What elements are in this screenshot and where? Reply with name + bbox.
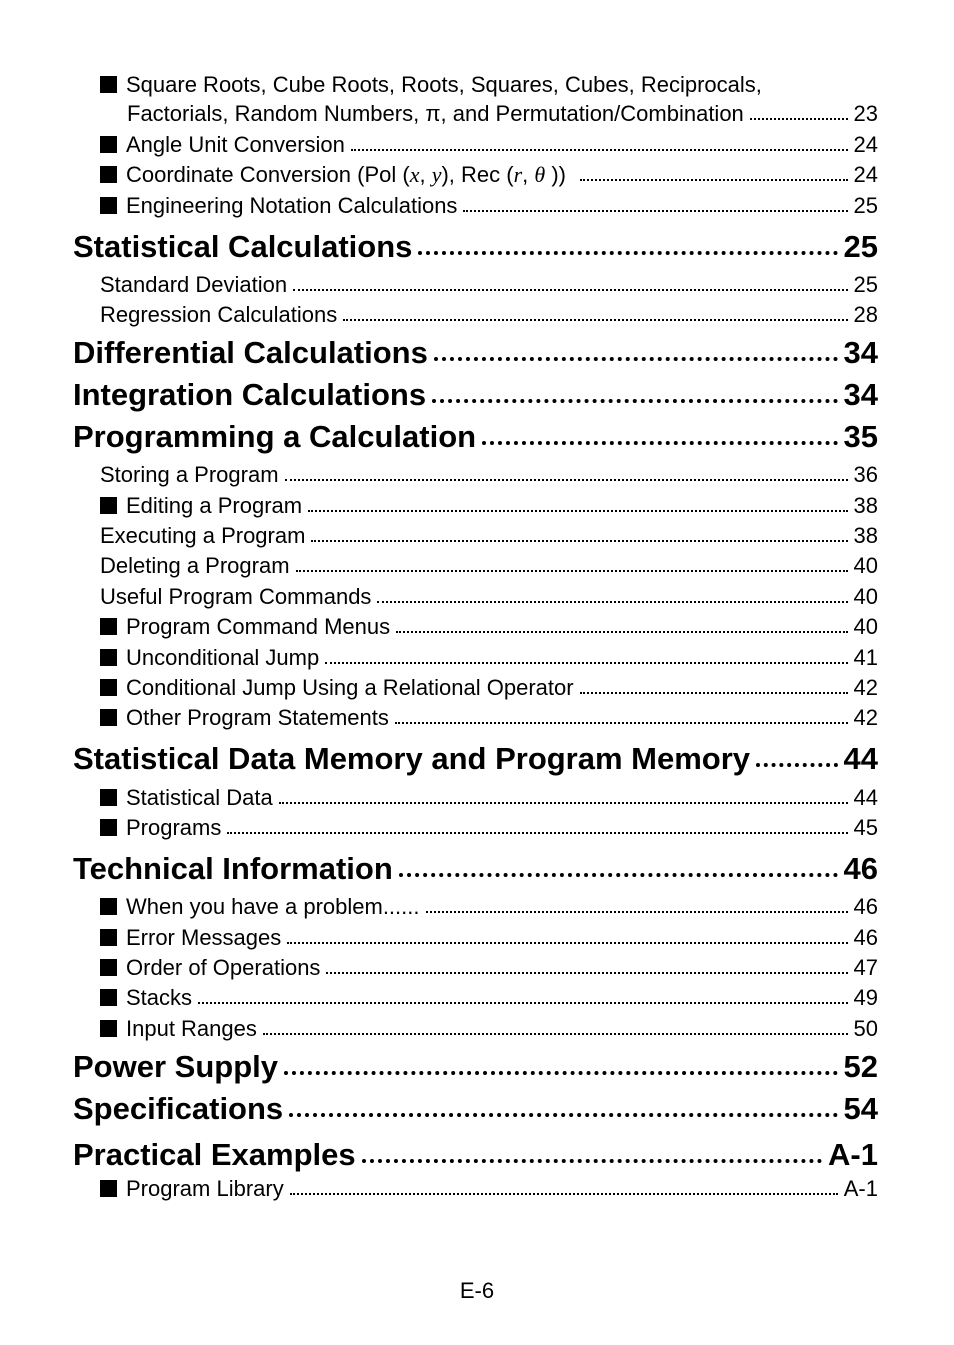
toc-page-number: 44 bbox=[853, 785, 878, 810]
dot-leader bbox=[285, 479, 848, 481]
toc-section-label: Integration Calculations bbox=[73, 377, 427, 412]
toc-section-heading[interactable] bbox=[73, 1091, 878, 1127]
toc-page-number: 23 bbox=[853, 101, 878, 126]
square-bullet-icon bbox=[100, 76, 117, 93]
toc-page-number: 34 bbox=[843, 335, 878, 370]
toc-entry[interactable] bbox=[100, 462, 878, 488]
toc-entry[interactable] bbox=[100, 132, 878, 158]
toc-page-number: 49 bbox=[853, 985, 878, 1010]
dot-leader bbox=[308, 510, 847, 512]
dot-leader bbox=[580, 179, 848, 181]
toc-page-number: 35 bbox=[843, 419, 878, 454]
dot-leader bbox=[426, 911, 848, 913]
toc-entry[interactable] bbox=[100, 955, 878, 981]
toc-entry-label: Engineering Notation Calculations bbox=[126, 193, 458, 218]
toc-section-label: Technical Information bbox=[73, 851, 393, 886]
toc-entry[interactable] bbox=[100, 1176, 878, 1202]
dot-leader bbox=[750, 118, 848, 120]
dot-leader bbox=[580, 692, 848, 694]
toc-entry[interactable] bbox=[100, 193, 878, 219]
toc-entry-label: Deleting a Program bbox=[100, 553, 290, 578]
dot-leader bbox=[377, 601, 847, 603]
toc-entry-label: Stacks bbox=[126, 985, 193, 1010]
toc-entry[interactable] bbox=[100, 523, 878, 549]
toc-entry-label: Factorials, Random Numbers, π, and Permutation/Combination bbox=[127, 101, 744, 126]
square-bullet-icon bbox=[100, 136, 117, 153]
toc-page-number: 36 bbox=[853, 462, 878, 487]
toc-entry-label: Angle Unit Conversion bbox=[126, 132, 345, 157]
toc-entry[interactable] bbox=[100, 72, 762, 98]
toc-page-number: 42 bbox=[853, 705, 878, 730]
toc-entry[interactable] bbox=[100, 1016, 878, 1042]
dot-leader bbox=[311, 540, 847, 542]
toc-page-number: 46 bbox=[843, 851, 878, 886]
toc-page-number: 25 bbox=[853, 272, 878, 297]
toc-entry-label: Coordinate Conversion (Pol (x, y), Rec (r, θ )) bbox=[126, 162, 566, 187]
toc-section-heading[interactable] bbox=[73, 377, 878, 413]
toc-entry-label: Programs bbox=[126, 815, 222, 840]
toc-entry-label: Statistical Data bbox=[126, 785, 273, 810]
toc-page-number: 54 bbox=[843, 1091, 878, 1126]
square-bullet-icon bbox=[100, 649, 117, 666]
toc-section-label: Statistical Data Memory and Program Memory bbox=[73, 741, 751, 776]
toc-entry[interactable] bbox=[100, 162, 878, 188]
square-bullet-icon bbox=[100, 166, 117, 183]
toc-section-heading[interactable] bbox=[73, 335, 878, 371]
toc-entry[interactable] bbox=[100, 705, 878, 731]
toc-entry[interactable] bbox=[100, 785, 878, 811]
toc-entry[interactable] bbox=[100, 553, 878, 579]
toc-page-number: 52 bbox=[843, 1049, 878, 1084]
dot-leader bbox=[227, 832, 847, 834]
toc-page-number: 38 bbox=[853, 493, 878, 518]
dot-leader bbox=[198, 1002, 847, 1004]
toc-entry-label: Standard Deviation bbox=[100, 272, 288, 297]
toc-entry-label: Other Program Statements bbox=[126, 705, 389, 730]
dot-leader bbox=[343, 319, 847, 321]
toc-section-heading[interactable] bbox=[73, 229, 878, 265]
dot-leader bbox=[432, 399, 837, 403]
dot-leader bbox=[482, 441, 837, 445]
footer-page-number: E-6 bbox=[459, 1278, 495, 1303]
square-bullet-icon bbox=[100, 497, 117, 514]
toc-page-number: 45 bbox=[853, 815, 878, 840]
toc-page-number: 40 bbox=[853, 584, 878, 609]
toc-section-label: Specifications bbox=[73, 1091, 284, 1126]
dot-leader bbox=[289, 1113, 837, 1117]
toc-entry-label: Unconditional Jump bbox=[126, 645, 320, 670]
toc-page-number: 25 bbox=[853, 193, 878, 218]
toc-section-heading[interactable] bbox=[73, 1049, 878, 1085]
toc-section-label: Differential Calculations bbox=[73, 335, 428, 370]
toc-page-number: 42 bbox=[853, 675, 878, 700]
square-bullet-icon bbox=[100, 959, 117, 976]
toc-section-heading[interactable] bbox=[73, 419, 878, 455]
toc-entry-label: Order of Operations bbox=[126, 955, 321, 980]
dot-leader bbox=[293, 289, 847, 291]
toc-section-heading[interactable] bbox=[73, 741, 878, 777]
toc-entry[interactable] bbox=[100, 493, 878, 519]
toc-entry-label: Executing a Program bbox=[100, 523, 306, 548]
toc-page-number: 46 bbox=[853, 925, 878, 950]
toc-section-heading[interactable] bbox=[73, 851, 878, 887]
toc-page-number: 47 bbox=[853, 955, 878, 980]
toc-page-number: 38 bbox=[853, 523, 878, 548]
dot-leader bbox=[296, 570, 848, 572]
dot-leader bbox=[351, 149, 848, 151]
toc-page-number: A-1 bbox=[828, 1137, 878, 1172]
toc-page-number: 34 bbox=[843, 377, 878, 412]
toc-entry-label: Program Library bbox=[126, 1176, 284, 1201]
dot-leader bbox=[325, 662, 847, 664]
toc-page-number: 46 bbox=[853, 894, 878, 919]
toc-page-number: 50 bbox=[853, 1016, 878, 1041]
toc-page-number: 40 bbox=[853, 553, 878, 578]
square-bullet-icon bbox=[100, 709, 117, 726]
toc-entry-label: Regression Calculations bbox=[100, 302, 338, 327]
square-bullet-icon bbox=[100, 929, 117, 946]
toc-page-number: 25 bbox=[843, 229, 878, 264]
toc-entry[interactable] bbox=[100, 675, 878, 701]
dot-leader bbox=[434, 357, 838, 361]
dot-leader bbox=[399, 873, 838, 877]
square-bullet-icon bbox=[100, 679, 117, 696]
toc-entry[interactable] bbox=[100, 925, 878, 951]
toc-entry-label: When you have a problem...... bbox=[126, 894, 420, 919]
toc-entry-label: Storing a Program bbox=[100, 462, 279, 487]
square-bullet-icon bbox=[100, 618, 117, 635]
toc-page-number: 24 bbox=[853, 162, 878, 187]
toc-section-label: Practical Examples bbox=[73, 1137, 356, 1172]
dot-leader bbox=[263, 1033, 848, 1035]
dot-leader bbox=[290, 1193, 838, 1195]
dot-leader bbox=[395, 722, 848, 724]
toc-section-label: Programming a Calculation bbox=[73, 419, 477, 454]
toc-section-label: Power Supply bbox=[73, 1049, 278, 1084]
square-bullet-icon bbox=[100, 1020, 117, 1037]
toc-page-number: 24 bbox=[853, 132, 878, 157]
toc-entry[interactable] bbox=[100, 985, 878, 1011]
toc-page-number: 28 bbox=[853, 302, 878, 327]
dot-leader bbox=[326, 972, 847, 974]
toc-page-number: 44 bbox=[843, 741, 878, 776]
dot-leader bbox=[418, 251, 837, 255]
square-bullet-icon bbox=[100, 1180, 117, 1197]
toc-entry-label: Square Roots, Cube Roots, Roots, Squares, Cubes, Reciprocals, bbox=[126, 72, 762, 97]
dot-leader bbox=[279, 802, 848, 804]
toc-entry[interactable] bbox=[100, 302, 878, 328]
toc-entry-label: Editing a Program bbox=[126, 493, 303, 518]
toc-entry[interactable] bbox=[127, 101, 878, 127]
square-bullet-icon bbox=[100, 898, 117, 915]
toc-page-number: 40 bbox=[853, 614, 878, 639]
toc-entry[interactable] bbox=[100, 614, 878, 640]
toc-entry[interactable] bbox=[100, 272, 878, 298]
dot-leader bbox=[756, 763, 837, 767]
dot-leader bbox=[463, 210, 847, 212]
dot-leader bbox=[284, 1071, 838, 1075]
toc-page-number: 41 bbox=[853, 645, 878, 670]
toc-entry-label: Error Messages bbox=[126, 925, 282, 950]
toc-entry-label: Input Ranges bbox=[126, 1016, 257, 1041]
dot-leader bbox=[396, 631, 847, 633]
toc-section-label: Statistical Calculations bbox=[73, 229, 413, 264]
dot-leader bbox=[287, 942, 847, 944]
toc-page-number: A-1 bbox=[843, 1176, 878, 1201]
toc-entry-label: Conditional Jump Using a Relational Operator bbox=[126, 675, 574, 700]
square-bullet-icon bbox=[100, 989, 117, 1006]
toc-entry[interactable] bbox=[100, 645, 878, 671]
square-bullet-icon bbox=[100, 819, 117, 836]
toc-entry[interactable] bbox=[100, 894, 878, 920]
toc-entry-label: Program Command Menus bbox=[126, 614, 391, 639]
toc-entry-label: Useful Program Commands bbox=[100, 584, 372, 609]
square-bullet-icon bbox=[100, 789, 117, 806]
toc-entry[interactable] bbox=[100, 584, 878, 610]
toc-section-heading[interactable] bbox=[73, 1137, 878, 1173]
square-bullet-icon bbox=[100, 197, 117, 214]
dot-leader bbox=[362, 1159, 822, 1163]
toc-entry[interactable] bbox=[100, 815, 878, 841]
